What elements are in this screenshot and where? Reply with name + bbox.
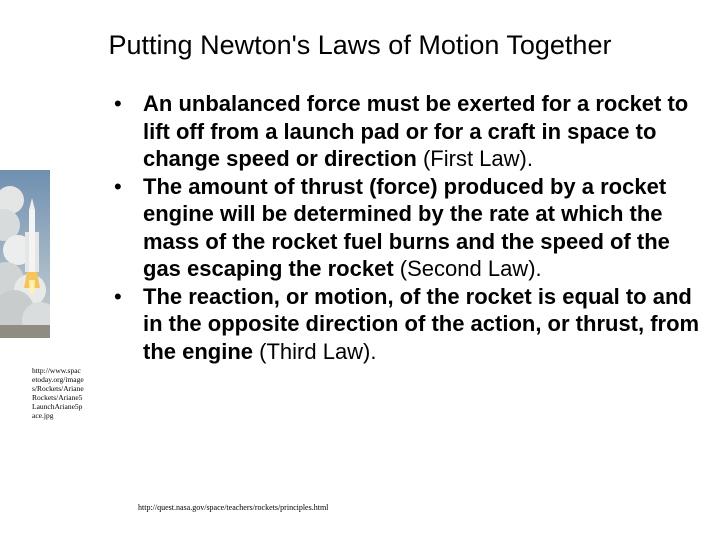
bullet-dot-icon: • (114, 283, 122, 309)
bullet-text: An unbalanced force must be exerted for a rocket to lift off from a launch pad or for a craft in space to change speed or direction (143, 91, 689, 171)
law-reference: (Second Law). (399, 256, 542, 281)
bullet-text: The amount of thrust (force) produced by a rocket engine will be determined by the rate at which the mass of the rocket fuel burns and the speed of the gas escaping the rocket (143, 173, 670, 281)
image-source-caption: http://www.spacetoday.org/images/Rockets/ArianeRockets/Ariane5LaunchAriane5pace.jpg (32, 366, 84, 420)
bullet-dot-icon: • (114, 91, 122, 116)
law-reference: (First Law). (422, 146, 533, 171)
bullet-dot-icon: • (114, 173, 122, 199)
bullet-text: The reaction, or motion, of the rocket is equal to and in the opposite direction of the action, or thrust, from the engine (143, 283, 700, 364)
bullet-item (110, 173, 710, 283)
bullet-list (110, 90, 710, 365)
footer-source-link[interactable]: http://quest.nasa.gov/space/teachers/rockets/principles.html (138, 503, 329, 512)
bullet-item (110, 90, 710, 173)
rocket-launch-photo (0, 170, 50, 338)
slide-title: Putting Newton's Laws of Motion Together (108, 30, 612, 60)
bullet-item (110, 283, 710, 366)
law-reference: (Third Law). (259, 338, 377, 364)
